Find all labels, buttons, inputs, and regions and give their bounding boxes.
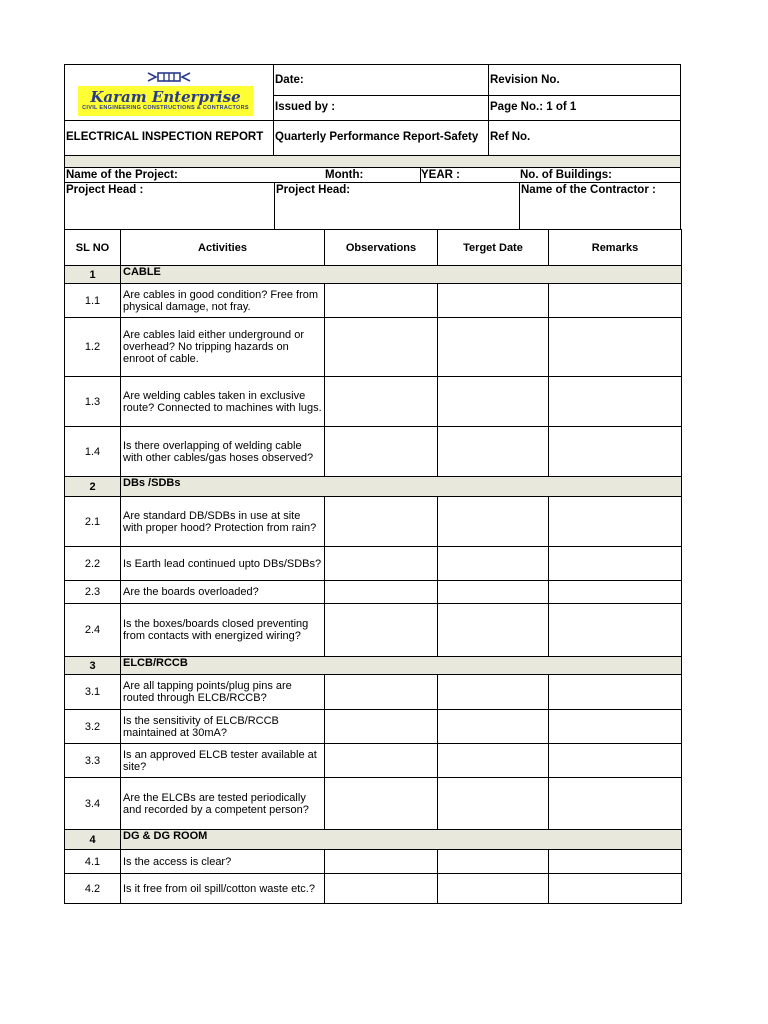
- table-row: [65, 284, 682, 318]
- activity-cell: Is the boxes/boards closed preventing from contacts with energized wiring?: [121, 604, 325, 657]
- sl-no-cell: 2: [65, 477, 121, 497]
- observation-cell[interactable]: [325, 874, 438, 904]
- remarks-cell[interactable]: [549, 604, 682, 657]
- section-title-cell: DBs /SDBs: [121, 477, 682, 497]
- remarks-cell[interactable]: [549, 675, 682, 710]
- activity-cell: Is an approved ELCB tester available at site?: [121, 744, 325, 778]
- table-row: [65, 377, 682, 427]
- observation-cell[interactable]: [325, 710, 438, 744]
- col-header-activities: Activities: [121, 230, 325, 266]
- sl-no-cell: 3.2: [65, 710, 121, 744]
- target-date-cell[interactable]: [438, 604, 549, 657]
- table-row: [65, 318, 682, 377]
- sl-no-cell: 2.3: [65, 581, 121, 604]
- activity-cell: Is Earth lead continued upto DBs/SDBs?: [121, 547, 325, 581]
- target-date-cell[interactable]: [438, 675, 549, 710]
- target-date-cell[interactable]: [438, 318, 549, 377]
- remarks-cell[interactable]: [549, 284, 682, 318]
- section-title-cell: CABLE: [121, 266, 682, 284]
- remarks-cell[interactable]: [549, 778, 682, 830]
- sl-no-cell: 2.2: [65, 547, 121, 581]
- table-row: [65, 427, 682, 477]
- sl-no-cell: 3: [65, 657, 121, 675]
- logo-tagline: CIVIL ENGINEERING CONSTRUCTIONS & CONTRACTORS: [82, 105, 249, 111]
- year-label: YEAR :: [421, 169, 460, 181]
- table-row: [65, 497, 682, 547]
- target-date-cell[interactable]: [438, 744, 549, 778]
- remarks-cell[interactable]: [549, 547, 682, 581]
- date-label: Date:: [275, 74, 304, 86]
- table-row: [65, 604, 682, 657]
- section-row: [65, 477, 682, 497]
- activity-cell: Are the boards overloaded?: [121, 581, 325, 604]
- table-row: [65, 874, 682, 904]
- sl-no-cell: 4.2: [65, 874, 121, 904]
- activity-cell: Are all tapping points/plug pins are routed through ELCB/RCCB?: [121, 675, 325, 710]
- observation-cell[interactable]: [325, 427, 438, 477]
- activity-cell: Are welding cables taken in exclusive route? Connected to machines with lugs.: [121, 377, 325, 427]
- remarks-cell[interactable]: [549, 850, 682, 874]
- buildings-label: No. of Buildings:: [520, 169, 612, 181]
- sl-no-cell: 1.1: [65, 284, 121, 318]
- revision-label: Revision No.: [490, 74, 560, 86]
- issued-by-label: Issued by :: [275, 101, 336, 113]
- target-date-cell[interactable]: [438, 497, 549, 547]
- col-header-observations: Observations: [325, 230, 438, 266]
- target-date-cell[interactable]: [438, 284, 549, 318]
- remarks-cell[interactable]: [549, 497, 682, 547]
- separator-band: [64, 156, 681, 167]
- observation-cell[interactable]: [325, 497, 438, 547]
- table-row: [65, 675, 682, 710]
- target-date-cell[interactable]: [438, 427, 549, 477]
- table-row: [65, 778, 682, 830]
- report-title: ELECTRICAL INSPECTION REPORT: [66, 131, 264, 143]
- activity-cell: Are the ELCBs are tested periodically and recorded by a competent person?: [121, 778, 325, 830]
- activity-cell: Is there overlapping of welding cable with other cables/gas hoses observed?: [121, 427, 325, 477]
- logo-emblem-icon: [146, 70, 192, 84]
- month-label: Month:: [325, 169, 364, 181]
- sl-no-cell: 3.1: [65, 675, 121, 710]
- observation-cell[interactable]: [325, 675, 438, 710]
- activity-cell: Is the access is clear?: [121, 850, 325, 874]
- table-row: [65, 581, 682, 604]
- project-name-label: Name of the Project:: [66, 169, 178, 181]
- inspection-sheet: [64, 64, 681, 913]
- logo-company-name: Karam Enterprise: [90, 88, 241, 106]
- remarks-cell[interactable]: [549, 377, 682, 427]
- observation-cell[interactable]: [325, 604, 438, 657]
- observation-cell[interactable]: [325, 778, 438, 830]
- sl-no-cell: 4: [65, 830, 121, 850]
- sl-no-cell: 3.4: [65, 778, 121, 830]
- remarks-cell[interactable]: [549, 318, 682, 377]
- section-title-cell: ELCB/RCCB: [121, 657, 682, 675]
- table-row: [65, 744, 682, 778]
- project-head-label: Project Head :: [66, 184, 144, 196]
- target-date-cell[interactable]: [438, 547, 549, 581]
- remarks-cell[interactable]: [549, 744, 682, 778]
- sl-no-cell: 4.1: [65, 850, 121, 874]
- section-row: [65, 266, 682, 284]
- target-date-cell[interactable]: [438, 377, 549, 427]
- section-row: [65, 657, 682, 675]
- table-row: [65, 850, 682, 874]
- target-date-cell[interactable]: [438, 874, 549, 904]
- table-header-row: [65, 230, 682, 266]
- target-date-cell[interactable]: [438, 778, 549, 830]
- observation-cell[interactable]: [325, 377, 438, 427]
- activity-cell: Are cables in good condition? Free from physical damage, not fray.: [121, 284, 325, 318]
- observation-cell[interactable]: [325, 547, 438, 581]
- sl-no-cell: 2.1: [65, 497, 121, 547]
- company-logo: [78, 70, 253, 116]
- observation-cell[interactable]: [325, 744, 438, 778]
- table-row: [65, 710, 682, 744]
- contractor-label: Name of the Contractor :: [521, 184, 656, 196]
- page-number: Page No.: 1 of 1: [490, 101, 577, 113]
- col-header-target-date: Terget Date: [438, 230, 549, 266]
- observation-cell[interactable]: [325, 850, 438, 874]
- observation-cell[interactable]: [325, 318, 438, 377]
- section-title-cell: DG & DG ROOM: [121, 830, 682, 850]
- sl-no-cell: 1.2: [65, 318, 121, 377]
- checklist-table: [64, 229, 682, 904]
- target-date-cell[interactable]: [438, 850, 549, 874]
- observation-cell[interactable]: [325, 284, 438, 318]
- remarks-cell[interactable]: [549, 427, 682, 477]
- remarks-cell[interactable]: [549, 874, 682, 904]
- activity-cell: Are standard DB/SDBs in use at site with proper hood? Protection from rain?: [121, 497, 325, 547]
- remarks-cell[interactable]: [549, 581, 682, 604]
- project-head-label-2: Project Head:: [276, 184, 351, 196]
- ref-label: Ref No.: [490, 131, 531, 143]
- table-row: [65, 547, 682, 581]
- target-date-cell[interactable]: [438, 581, 549, 604]
- remarks-cell[interactable]: [549, 710, 682, 744]
- sl-no-cell: 1: [65, 266, 121, 284]
- sl-no-cell: 1.3: [65, 377, 121, 427]
- sl-no-cell: 3.3: [65, 744, 121, 778]
- activity-cell: Is the sensitivity of ELCB/RCCB maintained at 30mA?: [121, 710, 325, 744]
- target-date-cell[interactable]: [438, 710, 549, 744]
- observation-cell[interactable]: [325, 581, 438, 604]
- col-header-remarks: Remarks: [549, 230, 682, 266]
- col-header-sl: SL NO: [65, 230, 121, 266]
- sl-no-cell: 1.4: [65, 427, 121, 477]
- report-subtitle: Quarterly Performance Report-Safety: [275, 131, 479, 143]
- sl-no-cell: 2.4: [65, 604, 121, 657]
- section-row: [65, 830, 682, 850]
- activity-cell: Is it free from oil spill/cotton waste etc.?: [121, 874, 325, 904]
- activity-cell: Are cables laid either underground or overhead? No tripping hazards on enroot of cable.: [121, 318, 325, 377]
